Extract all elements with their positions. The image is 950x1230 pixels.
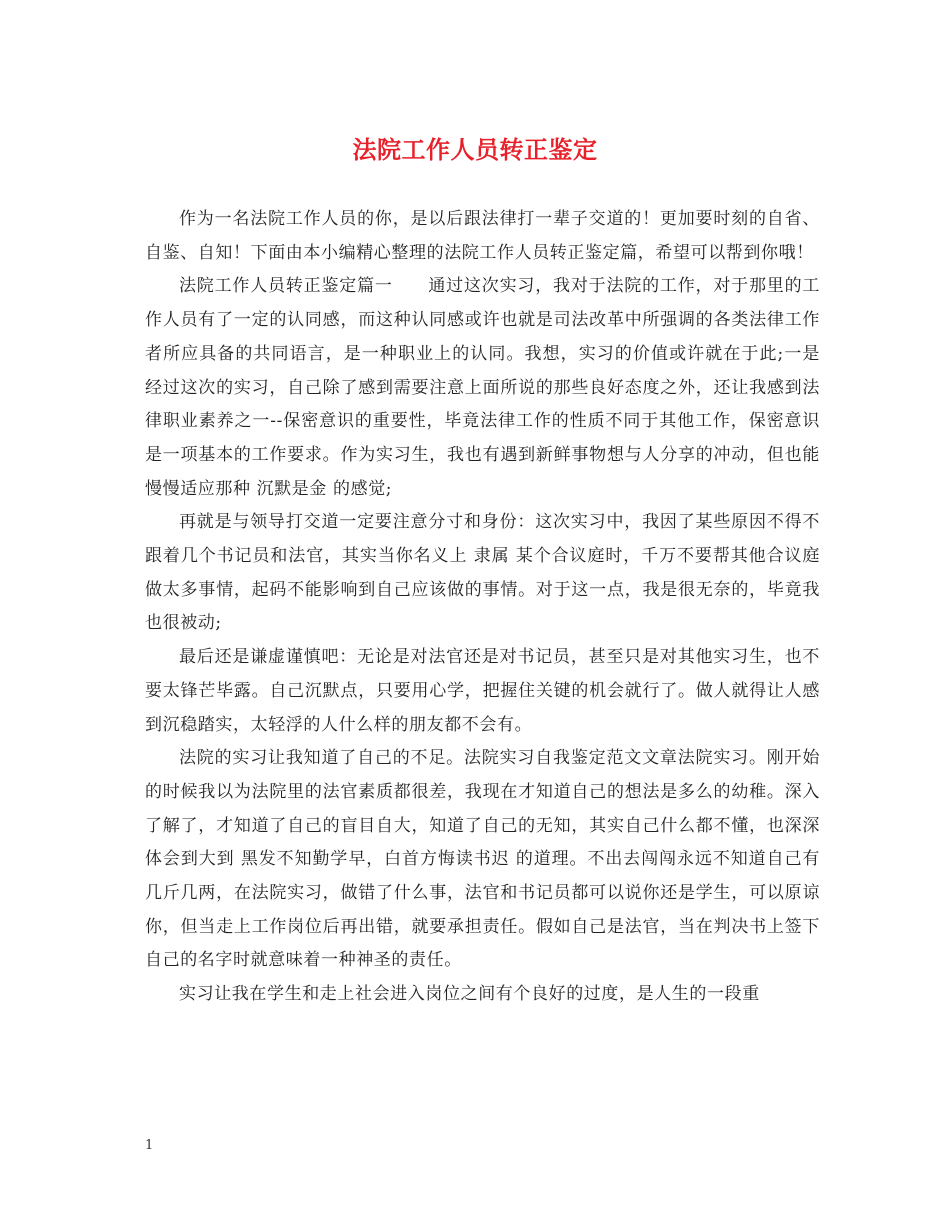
page-number: 1 bbox=[145, 1138, 154, 1153]
paragraph-intro: 作为一名法院工作人员的你，是以后跟法律打一辈子交道的！更加要时刻的自省、自鉴、自知！下面由本小编精心整理的法院工作人员转正鉴定篇，希望可以帮到你哦！ bbox=[145, 209, 820, 263]
paragraph-shortcomings: 法院的实习让我知道了自己的不足。法院实习自我鉴定范文文章法院实习。刚开始的时候我以为法院里的法官素质都很差，我现在才知道自己的想法是多么的幼稚。深入了解了，才知道了自己的盲目自大，知道了自己的无知，其实自己什么都不懂，也深深体会到大到 黑发不知勤学早，白首方悔读书迟 的道理。不出去闯闯永远不知道自己有几斤几两，在法院实习，做错了什么事，法官和书记员都可以说你还是学生，可以原谅你，但当走上工作岗位后再出错，就要承担责任。假如自己是法官，当在判决书上签下自己的名字时就意味着一种神圣的责任。 bbox=[145, 748, 820, 971]
paragraph-section-one: 法院工作人员转正鉴定篇一 通过这次实习，我对于法院的工作，对于那里的工作人员有了一定的认同感，而这种认同感或许也就是司法改革中所强调的各类法律工作者所应具备的共同语言，是一种职业上的认同。我想，实习的价值或许就在于此;一是经过这次的实习，自己除了感到需要注意上面所说的那些良好态度之外，还让我感到法律职业素养之一--保密意识的重要性，毕竟法律工作的性质不同于其他工作，保密意识是一项基本的工作要求。作为实习生，我也有遇到新鲜事物想与人分享的冲动，但也能慢慢适应那种 沉默是金 的感觉; bbox=[145, 276, 820, 499]
paragraph-leadership: 再就是与领导打交道一定要注意分寸和身份：这次实习中，我因了某些原因不得不跟着几个书记员和法官，其实当你名义上 隶属 某个合议庭时，千万不要帮其他合议庭做太多事情，起码不能影响到自己应该做的事情。对于这一点，我是很无奈的，毕竟我也很被动; bbox=[145, 512, 820, 634]
paragraph-transition: 实习让我在学生和走上社会进入岗位之间有个良好的过度，是人生的一段重 bbox=[179, 984, 760, 1005]
document-title: 法院工作人员转正鉴定 bbox=[352, 135, 598, 164]
document-body bbox=[145, 203, 820, 1012]
paragraph-humility: 最后还是谦虚谨慎吧：无论是对法官还是对书记员，甚至只是对其他实习生，也不要太锋芒毕露。自己沉默点，只要用心学，把握住关键的机会就行了。做人就得让人感到沉稳踏实，太轻浮的人什么样的朋友都不会有。 bbox=[145, 647, 820, 735]
